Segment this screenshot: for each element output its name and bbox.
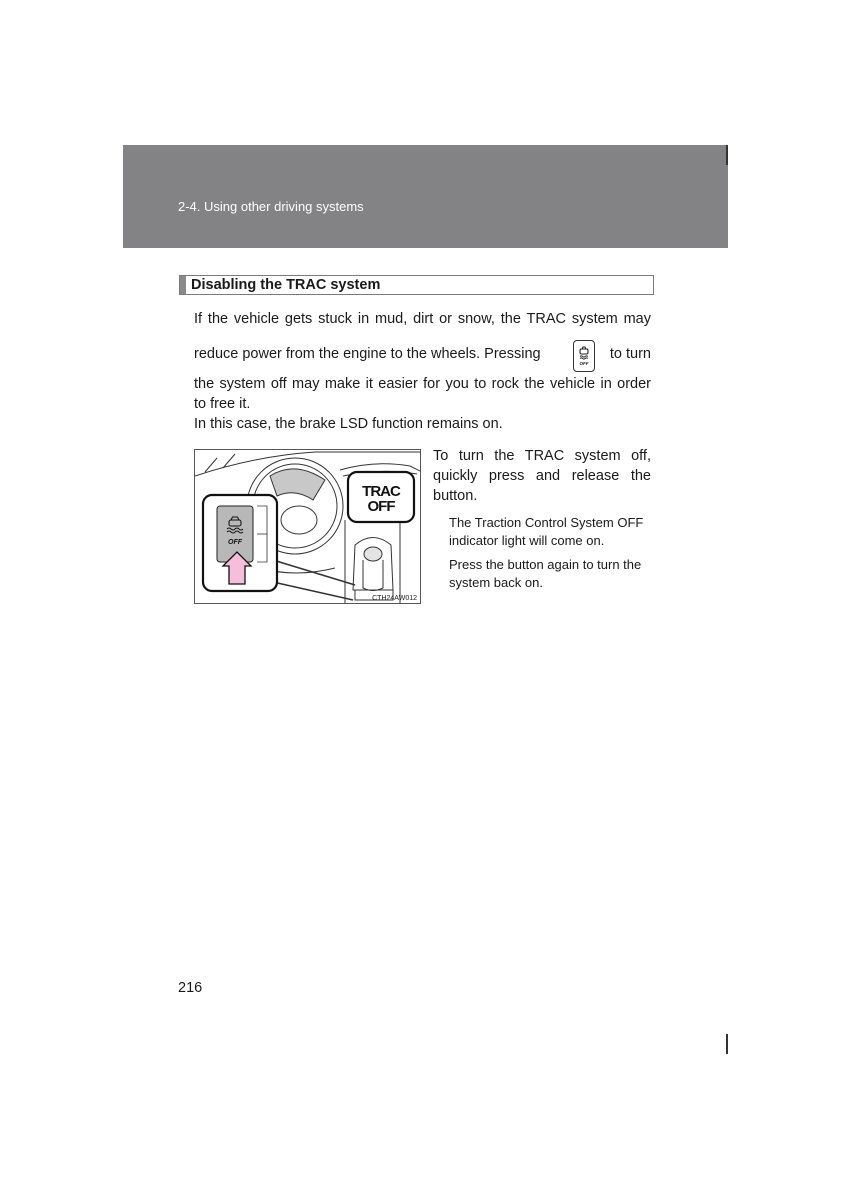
note-2-line-2: system back on. [449,575,543,590]
intro-line-5: In this case, the brake LSD function remains on. [194,416,503,432]
switch-off-label: OFF [228,539,242,546]
callout-line-2: OFF [367,498,395,515]
subheading-box [179,275,654,295]
trac-off-icon-label: OFF [579,361,589,366]
footer-tick-mark [726,1034,728,1054]
subheading-title: Disabling the TRAC system [191,277,381,293]
trac-off-icon [574,341,594,371]
trac-off-button-icon [573,340,595,372]
callout-line-1: TRAC [362,483,400,500]
header-band [123,145,728,248]
intro-line-1: If the vehicle gets stuck in mud, dirt or snow, the TRAC system may [194,311,651,327]
intro-line-2-after: to turn [609,346,651,362]
instruction-line-1: To turn the TRAC system off, [433,448,651,464]
page-number: 216 [178,980,203,996]
subheading-accent-bar [180,276,186,294]
header-tick-mark [726,145,728,165]
section-title: 2-4. Using other driving systems [178,199,364,214]
intro-line-2 [194,340,651,372]
instruction-line-2: quickly press and release the [433,468,651,484]
note-1-line-2: indicator light will come on. [449,533,605,548]
dashboard-drawing [195,450,421,604]
intro-line-3: the system off may make it easier for you to rock the vehicle in order [194,376,651,392]
dashboard-illustration [194,449,421,604]
instruction-line-3: button. [433,488,478,504]
intro-line-2-before: reduce power from the engine to the wheels. Pressing [194,346,541,362]
note-1-line-1: The Traction Control System OFF [449,515,644,530]
note-2-line-1: Press the button again to turn the [449,557,642,572]
figure-caption: CTH24AW012 [372,595,417,602]
intro-line-4: to free it. [194,396,251,412]
